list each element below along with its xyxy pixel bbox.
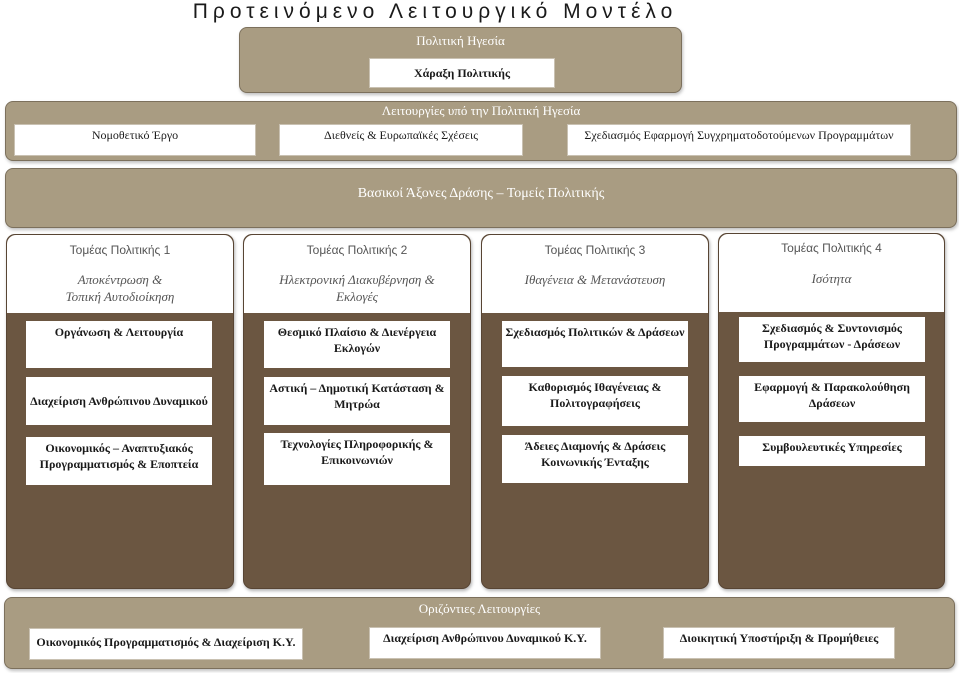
leadership-label: Πολιτική Ηγεσία [416,33,505,48]
sector-1-box-3: Οικονομικός – Αναπτυξιακός Προγραμματισμός & Εποπτεία [26,437,212,485]
axes-panel [5,168,957,228]
functions-panel [5,101,957,161]
sector-3-theme [482,265,708,313]
sector-2-head: Τομέας Πολιτικής 2 [244,235,470,265]
sector-3-theme-line1: Ιθαγένεια & Μετανάστευση [524,272,666,287]
sector-4-theme-line1: Ισότητα [811,271,852,286]
sector-2-box-2: Αστική – Δημοτική Κατάσταση & Μητρώα [264,377,450,425]
sector-4-theme [719,264,944,312]
sector-1-theme [7,265,233,313]
axes-label: Βασικοί Άξονες Δράσης – Τομείς Πολιτικής [357,186,605,201]
horizontal-label: Οριζόντιες Λειτουργίες [418,601,541,616]
leadership-panel [239,27,682,93]
sector-4-head: Τομέας Πολιτικής 4 [719,234,944,264]
sector-1-theme-line1: Αποκέντρωση & [77,272,163,287]
sector-3-box-3: Άδειες Διαμονής & Δράσεις Κοινωνικής Ένταξης [502,435,688,483]
sector-2 [243,234,471,589]
policy-making-box: Χάραξη Πολιτικής [369,58,555,88]
sector-2-theme-line2: Εκλογές [336,289,378,304]
page-title: Προτεινόμενο Λειτουργικό Μοντέλο [192,0,678,23]
sector-4-box-2: Εφαρμογή & Παρακολούθηση Δράσεων [739,376,925,422]
sector-1 [6,234,234,589]
horizontal-box-admin: Διοικητική Υποστήριξη & Προμήθειες [663,627,895,659]
sector-1-theme-line2: Τοπική Αυτοδιοίκηση [65,289,175,304]
sector-4-box-3: Συμβουλευτικές Υπηρεσίες [739,436,925,466]
sector-4-box-1: Σχεδιασμός & Συντονισμός Προγραμμάτων - Δράσεων [739,317,925,362]
sector-2-box-1: Θεσμικό Πλαίσιο & Διενέργεια Εκλογών [264,321,450,368]
horizontal-panel [4,597,955,669]
sector-3-head: Τομέας Πολιτικής 3 [482,235,708,265]
function-box-cofunded: Σχεδιασμός Εφαρμογή Συγχρηματοδοτούμενων Προγραμμάτων [567,124,911,156]
horizontal-box-finance: Οικονομικός Προγραμματισμός & Διαχείριση Κ.Υ. [29,628,303,660]
sector-1-box-2: Διαχείριση Ανθρώπινου Δυναμικού [26,377,212,425]
sector-2-theme-line1: Ηλεκτρονική Διακυβέρνηση & [279,272,435,287]
sector-1-head: Τομέας Πολιτικής 1 [7,235,233,265]
functions-label: Λειτουργίες υπό την Πολιτική Ηγεσία [381,103,581,118]
sector-2-box-3: Τεχνολογίες Πληροφορικής & Επικοινωνιών [264,433,450,485]
sector-3-box-2: Καθορισμός Ιθαγένειας & Πολιτογραφήσεις [502,376,688,426]
horizontal-box-hr: Διαχείριση Ανθρώπινου Δυναμικού Κ.Υ. [369,627,601,659]
sector-2-theme [244,265,470,313]
sector-3 [481,234,709,589]
function-box-legislative: Νομοθετικό Έργο [14,124,256,156]
function-box-international: Διεθνείς & Ευρωπαϊκές Σχέσεις [279,124,523,156]
sector-3-box-1: Σχεδιασμός Πολιτικών & Δράσεων [502,321,688,367]
sector-4 [718,233,945,589]
sector-1-box-1: Οργάνωση & Λειτουργία [26,321,212,368]
